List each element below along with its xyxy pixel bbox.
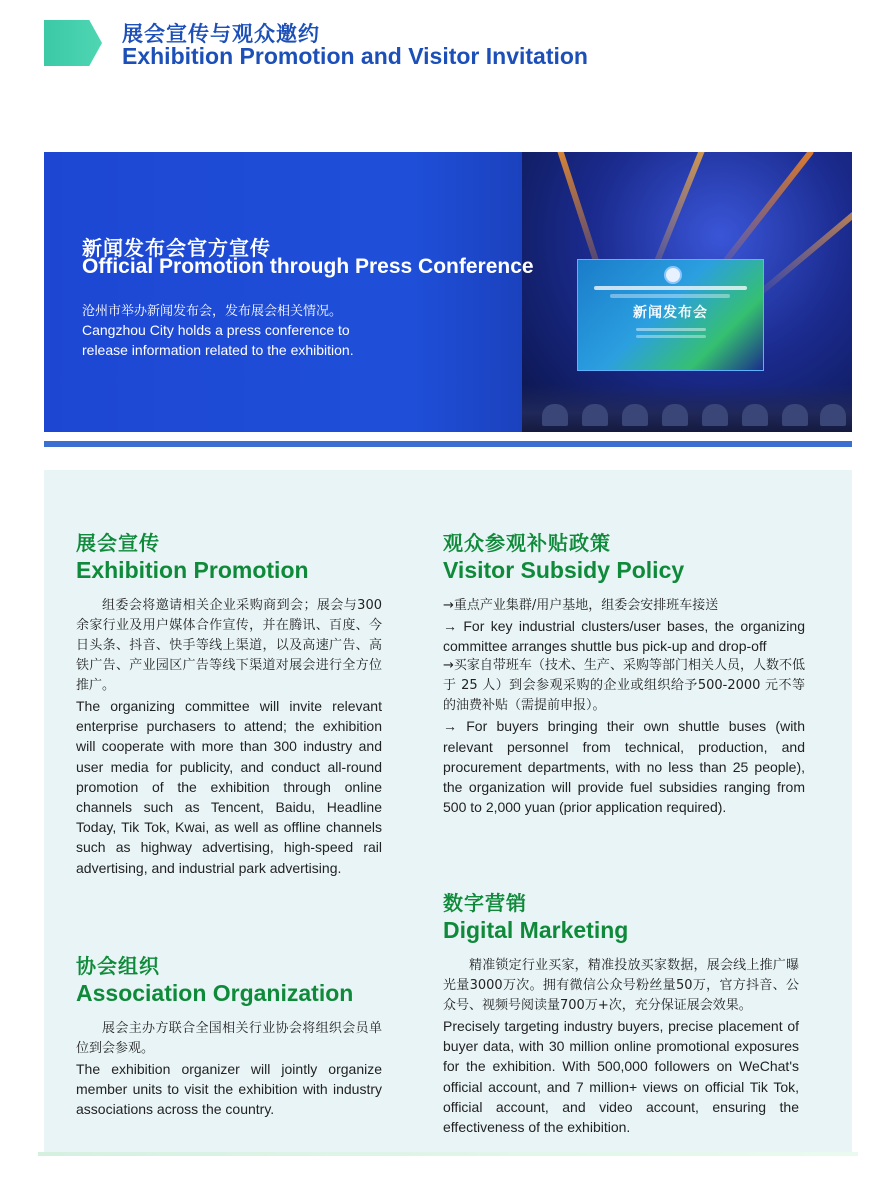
page-title-cn: 展会宣传与观众邀约 (122, 22, 320, 46)
seat (702, 404, 728, 426)
section-body-en: Precisely targeting industry buyers, precise placement of buyer data, with 30 million online promotional exposures for the exhibition. With 500,000 followers on WeChat's official account, and 7 million+ views on official Tik Tok, official account, and video account, ensuring the effectiveness of the exhibition. (443, 1018, 799, 1136)
subsidy-item-1-cn: →重点产业集群/用户基地，组委会安排班车接送 (443, 598, 719, 613)
seat (742, 404, 768, 426)
seat (820, 404, 846, 426)
section-body-cn: 展会主办方联合全国相关行业协会将组织会员单位到会参观。 (76, 1021, 382, 1056)
screen-text-line (594, 286, 747, 290)
seat (542, 404, 568, 426)
screen-text-line (610, 294, 730, 298)
section-title-en: Exhibition Promotion (76, 557, 309, 583)
section-body-cn: 组委会将邀请相关企业采购商到会；展会与300余家行业及用户媒体合作宣传，并在腾讯、百度、今日头条、抖音、快手等线上渠道，以及高速广告、高铁广告、产业园区广告等线下渠道对展会进行全方位推广。 (76, 598, 382, 693)
subsidy-item-2-cn: →买家自带班车（技术、生产、采购等部门相关人员，人数不低于 25 人）到会参观采购的企业或组织给予500-2000 元不等的油费补贴（需提前申报）。 (443, 658, 805, 714)
press-conference-banner (44, 152, 852, 432)
section-body-cn: 精准锁定行业买家，精准投放买家数据，展会线上推广曝光量3000万次。拥有微信公众号粉丝量50万，官方抖音、公众号、视频号阅读量700万+次，充分保证展会效果。 (443, 958, 799, 1013)
section-title-en: Digital Marketing (443, 917, 629, 943)
banner-title-cn: 新闻发布会官方宣传 (82, 236, 271, 260)
section-association-organization (76, 953, 382, 1120)
section-visitor-subsidy-policy (443, 530, 805, 817)
header-tab-marker (44, 20, 102, 66)
press-conference-photo (522, 152, 852, 432)
section-title-cn: 观众参观补贴政策 (443, 531, 611, 555)
screen-text-line (636, 328, 706, 331)
banner-desc-cn: 沧州市举办新闻发布会，发布展会相关情况。 (82, 304, 343, 319)
seat (662, 404, 688, 426)
section-title-en: Association Organization (76, 980, 354, 1006)
screen-title: 新闻发布会 (633, 305, 708, 321)
stage-screen (577, 259, 764, 371)
section-title-en: Visitor Subsidy Policy (443, 557, 685, 583)
section-digital-marketing (443, 890, 799, 1137)
screen-text-line (636, 335, 706, 338)
banner-desc-en: Cangzhou City holds a press conference to release information related to the exhibition. (82, 322, 354, 358)
exhibition-emblem-icon (664, 266, 682, 284)
section-title-cn: 展会宣传 (76, 531, 160, 555)
section-exhibition-promotion (76, 530, 382, 878)
audience-seats (522, 384, 852, 432)
section-body-en: The organizing committee will invite relevant enterprise purchasers to attend; the exhibition will cooperate with more than 300 industry and user media for publicity, and conduct all-round promotion of the exhibition through online channels such as Tencent, Baidu, Headline Today, Tik Tok, Kwai, as well as offline channels such as highway advertising, high-speed rail advertising, and industrial park advertising. (76, 698, 382, 876)
section-title-cn: 协会组织 (76, 954, 160, 978)
section-divider (44, 441, 852, 447)
seat (782, 404, 808, 426)
subsidy-item-1-en: → For key industrial clusters/user bases, the organizing committee arranges shuttle bus pick-up and drop-off (443, 618, 805, 655)
section-title-cn: 数字营销 (443, 891, 527, 915)
seat (582, 404, 608, 426)
panel-bottom-edge (38, 1152, 858, 1156)
subsidy-item-2-en: → For buyers bringing their own shuttle buses (with relevant personnel from technical, production, and procurement departments, with no less than 25 people), the organization will provide fuel subsidies ranging from 500 to 2,000 yuan (prior application required). (443, 718, 805, 816)
banner-title-en: Official Promotion through Press Conference (82, 255, 534, 278)
page-title-en: Exhibition Promotion and Visitor Invitation (122, 43, 588, 69)
section-body-en: The exhibition organizer will jointly organize member units to visit the exhibition with industry associations across the country. (76, 1061, 382, 1118)
seat (622, 404, 648, 426)
